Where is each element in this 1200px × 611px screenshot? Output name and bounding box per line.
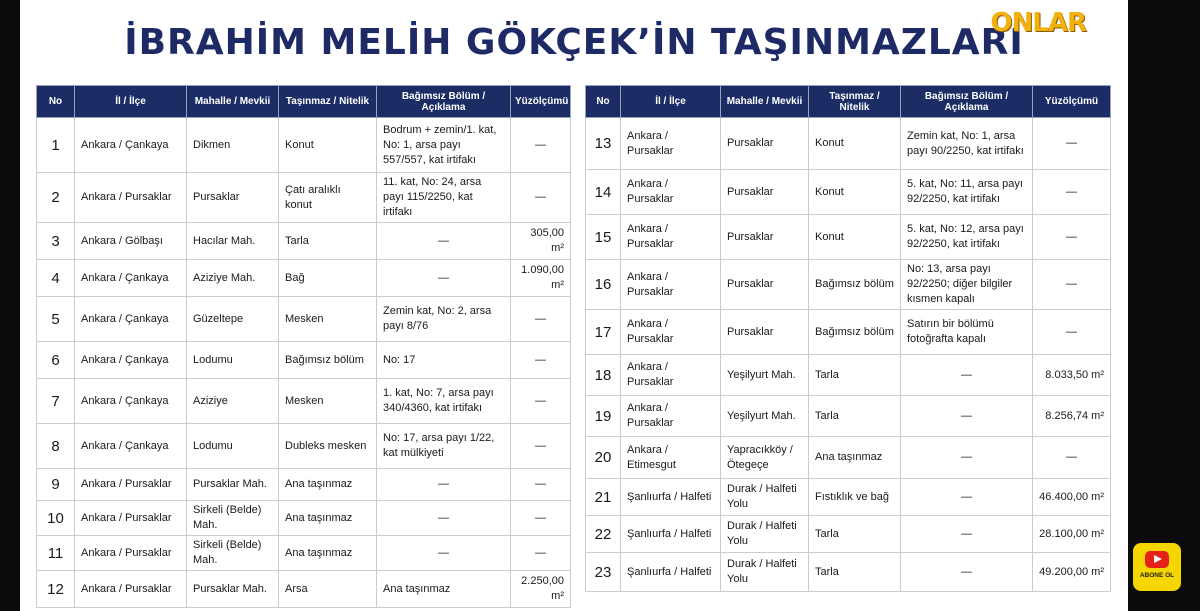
table-row	[586, 396, 1111, 437]
property-table-right	[585, 85, 1111, 592]
table-row	[37, 173, 571, 223]
cell-aciklama: No: 17	[377, 342, 511, 379]
cell-aciklama: 11. kat, No: 24, arsa payı 115/2250, kat irtifakı	[377, 173, 511, 223]
cell-aciklama: —	[377, 536, 511, 571]
header-il-ilce: İl / İlçe	[75, 86, 187, 118]
cell-no: 9	[37, 469, 75, 501]
cell-il-ilce: Ankara / Çankaya	[75, 260, 187, 297]
cell-nitelik: Ana taşınmaz	[279, 469, 377, 501]
header-yuzolcumu: Yüzölçümü	[1033, 86, 1111, 118]
table-row	[37, 342, 571, 379]
cell-il-ilce: Ankara / Pursaklar	[621, 118, 721, 170]
cell-mahalle: Sirkeli (Belde) Mah.	[187, 536, 279, 571]
cell-no: 6	[37, 342, 75, 379]
table-row	[586, 310, 1111, 355]
table-row	[586, 516, 1111, 553]
table-row	[37, 536, 571, 571]
cell-aciklama: No: 17, arsa payı 1/22, kat mülkiyeti	[377, 424, 511, 469]
cell-aciklama: —	[901, 553, 1033, 592]
table-header-row	[586, 86, 1111, 118]
subscribe-label: ABONE OL	[1139, 572, 1175, 579]
cell-yuzolcumu: —	[511, 501, 571, 536]
header-mahalle: Mahalle / Mevkii	[721, 86, 809, 118]
cell-aciklama: Zemin kat, No: 1, arsa payı 90/2250, kat irtifakı	[901, 118, 1033, 170]
cell-yuzolcumu: 1.090,00 m²	[511, 260, 571, 297]
header-aciklama: Bağımsız Bölüm / Açıklama	[377, 86, 511, 118]
cell-mahalle: Durak / Halfeti Yolu	[721, 553, 809, 592]
header-no: No	[37, 86, 75, 118]
cell-il-ilce: Ankara / Çankaya	[75, 424, 187, 469]
table-row	[37, 379, 571, 424]
cell-nitelik: Bağımsız bölüm	[279, 342, 377, 379]
cell-no: 11	[37, 536, 75, 571]
cell-yuzolcumu: 8.033,50 m²	[1033, 355, 1111, 396]
cell-yuzolcumu: 28.100,00 m²	[1033, 516, 1111, 553]
cell-no: 20	[586, 437, 621, 479]
cell-il-ilce: Ankara / Çankaya	[75, 297, 187, 342]
cell-nitelik: Bağ	[279, 260, 377, 297]
cell-nitelik: Konut	[809, 215, 901, 260]
cell-no: 3	[37, 223, 75, 260]
cell-il-ilce: Şanlıurfa / Halfeti	[621, 553, 721, 592]
table-row	[586, 355, 1111, 396]
cell-no: 4	[37, 260, 75, 297]
cell-il-ilce: Ankara / Pursaklar	[621, 170, 721, 215]
table-row	[586, 260, 1111, 310]
cell-aciklama: —	[901, 479, 1033, 516]
cell-no: 7	[37, 379, 75, 424]
cell-yuzolcumu: —	[1033, 170, 1111, 215]
cell-yuzolcumu: —	[511, 118, 571, 173]
header-mahalle: Mahalle / Mevkii	[187, 86, 279, 118]
cell-mahalle: Pursaklar	[187, 173, 279, 223]
cell-no: 13	[586, 118, 621, 170]
cell-yuzolcumu: —	[1033, 437, 1111, 479]
cell-aciklama: —	[901, 396, 1033, 437]
cell-nitelik: Tarla	[809, 396, 901, 437]
cell-aciklama: Bodrum + zemin/1. kat, No: 1, arsa payı 557/557, kat irtifakı	[377, 118, 511, 173]
cell-aciklama: 1. kat, No: 7, arsa payı 340/4360, kat irtifakı	[377, 379, 511, 424]
cell-il-ilce: Ankara / Pursaklar	[621, 396, 721, 437]
cell-no: 8	[37, 424, 75, 469]
cell-mahalle: Dikmen	[187, 118, 279, 173]
cell-mahalle: Pursaklar	[721, 170, 809, 215]
cell-il-ilce: Ankara / Pursaklar	[621, 215, 721, 260]
cell-il-ilce: Ankara / Pursaklar	[75, 571, 187, 608]
cell-no: 15	[586, 215, 621, 260]
cell-aciklama: 5. kat, No: 11, arsa payı 92/2250, kat irtifakı	[901, 170, 1033, 215]
cell-no: 10	[37, 501, 75, 536]
cell-il-ilce: Ankara / Çankaya	[75, 342, 187, 379]
cell-il-ilce: Ankara / Pursaklar	[621, 260, 721, 310]
cell-nitelik: Konut	[279, 118, 377, 173]
cell-mahalle: Pursaklar	[721, 118, 809, 170]
header-il-ilce: İl / İlçe	[621, 86, 721, 118]
youtube-play-icon	[1145, 551, 1169, 568]
property-table-left	[36, 85, 571, 608]
cell-mahalle: Hacılar Mah.	[187, 223, 279, 260]
cell-yuzolcumu: —	[1033, 118, 1111, 170]
cell-aciklama: No: 13, arsa payı 92/2250; diğer bilgiler kısmen kapalı	[901, 260, 1033, 310]
cell-no: 12	[37, 571, 75, 608]
cell-mahalle: Sirkeli (Belde) Mah.	[187, 501, 279, 536]
cell-no: 5	[37, 297, 75, 342]
cell-nitelik: Bağımsız bölüm	[809, 310, 901, 355]
cell-nitelik: Mesken	[279, 379, 377, 424]
header-yuzolcumu: Yüzölçümü	[511, 86, 571, 118]
cell-yuzolcumu: —	[511, 173, 571, 223]
cell-aciklama: Ana taşınmaz	[377, 571, 511, 608]
cell-il-ilce: Ankara / Pursaklar	[621, 355, 721, 396]
cell-il-ilce: Ankara / Gölbaşı	[75, 223, 187, 260]
cell-il-ilce: Şanlıurfa / Halfeti	[621, 516, 721, 553]
cell-aciklama: 5. kat, No: 12, arsa payı 92/2250, kat irtifakı	[901, 215, 1033, 260]
cell-mahalle: Güzeltepe	[187, 297, 279, 342]
table-row	[37, 223, 571, 260]
cell-mahalle: Pursaklar	[721, 215, 809, 260]
cell-il-ilce: Ankara / Pursaklar	[75, 469, 187, 501]
table-row	[37, 260, 571, 297]
cell-mahalle: Yapracıkköy / Ötegeçe	[721, 437, 809, 479]
cell-il-ilce: Ankara / Çankaya	[75, 379, 187, 424]
page-title: İBRAHİM MELİH GÖKÇEK’İN TAŞINMAZLARI	[124, 22, 1024, 63]
cell-yuzolcumu: 49.200,00 m²	[1033, 553, 1111, 592]
cell-no: 14	[586, 170, 621, 215]
cell-no: 17	[586, 310, 621, 355]
cell-nitelik: Tarla	[809, 516, 901, 553]
cell-nitelik: Ana taşınmaz	[809, 437, 901, 479]
cell-nitelik: Bağımsız bölüm	[809, 260, 901, 310]
cell-no: 21	[586, 479, 621, 516]
cell-aciklama: —	[901, 516, 1033, 553]
table-body-right	[586, 118, 1111, 592]
header-aciklama: Bağımsız Bölüm / Açıklama	[901, 86, 1033, 118]
cell-yuzolcumu: —	[511, 379, 571, 424]
cell-mahalle: Yeşilyurt Mah.	[721, 355, 809, 396]
cell-nitelik: Fıstıklık ve bağ	[809, 479, 901, 516]
cell-yuzolcumu: —	[511, 469, 571, 501]
subscribe-button[interactable]	[1133, 543, 1181, 591]
cell-yuzolcumu: —	[511, 424, 571, 469]
cell-aciklama: —	[901, 355, 1033, 396]
cell-nitelik: Ana taşınmaz	[279, 536, 377, 571]
cell-yuzolcumu: 305,00 m²	[511, 223, 571, 260]
cell-no: 1	[37, 118, 75, 173]
cell-il-ilce: Ankara / Pursaklar	[75, 173, 187, 223]
cell-nitelik: Çatı aralıklı konut	[279, 173, 377, 223]
cell-yuzolcumu: —	[511, 342, 571, 379]
cell-yuzolcumu: —	[511, 536, 571, 571]
table-row	[586, 553, 1111, 592]
table-body-left	[37, 118, 571, 608]
cell-nitelik: Konut	[809, 170, 901, 215]
cell-mahalle: Durak / Halfeti Yolu	[721, 479, 809, 516]
cell-nitelik: Arsa	[279, 571, 377, 608]
cell-no: 2	[37, 173, 75, 223]
cell-mahalle: Pursaklar	[721, 260, 809, 310]
cell-nitelik: Konut	[809, 118, 901, 170]
table-row	[37, 297, 571, 342]
table-row	[37, 424, 571, 469]
channel-logo: ONLAR	[990, 8, 1086, 38]
cell-nitelik: Tarla	[279, 223, 377, 260]
cell-aciklama: Zemin kat, No: 2, arsa payı 8/76	[377, 297, 511, 342]
cell-nitelik: Dubleks mesken	[279, 424, 377, 469]
cell-no: 16	[586, 260, 621, 310]
cell-aciklama: —	[901, 437, 1033, 479]
header-nitelik: Taşınmaz / Nitelik	[809, 86, 901, 118]
cell-aciklama: —	[377, 469, 511, 501]
cell-mahalle: Durak / Halfeti Yolu	[721, 516, 809, 553]
table-header-row	[37, 86, 571, 118]
cell-no: 19	[586, 396, 621, 437]
table-row	[586, 215, 1111, 260]
cell-nitelik: Ana taşınmaz	[279, 501, 377, 536]
cell-yuzolcumu: 8.256,74 m²	[1033, 396, 1111, 437]
cell-yuzolcumu: 2.250,00 m²	[511, 571, 571, 608]
table-row	[37, 469, 571, 501]
cell-mahalle: Pursaklar Mah.	[187, 469, 279, 501]
cell-il-ilce: Ankara / Pursaklar	[75, 536, 187, 571]
table-row	[37, 118, 571, 173]
cell-aciklama: Satırın bir bölümü fotoğrafta kapalı	[901, 310, 1033, 355]
document-page	[20, 0, 1128, 611]
cell-yuzolcumu: —	[1033, 260, 1111, 310]
cell-mahalle: Lodumu	[187, 424, 279, 469]
header-no: No	[586, 86, 621, 118]
cell-nitelik: Mesken	[279, 297, 377, 342]
table-row	[37, 501, 571, 536]
cell-mahalle: Pursaklar Mah.	[187, 571, 279, 608]
cell-mahalle: Lodumu	[187, 342, 279, 379]
cell-aciklama: —	[377, 501, 511, 536]
header-nitelik: Taşınmaz / Nitelik	[279, 86, 377, 118]
cell-mahalle: Pursaklar	[721, 310, 809, 355]
table-row	[586, 118, 1111, 170]
cell-il-ilce: Ankara / Pursaklar	[75, 501, 187, 536]
cell-yuzolcumu: —	[1033, 215, 1111, 260]
cell-il-ilce: Ankara / Pursaklar	[621, 310, 721, 355]
table-row	[586, 437, 1111, 479]
cell-mahalle: Aziziye	[187, 379, 279, 424]
cell-aciklama: —	[377, 260, 511, 297]
cell-yuzolcumu: 46.400,00 m²	[1033, 479, 1111, 516]
table-row	[37, 571, 571, 608]
cell-yuzolcumu: —	[1033, 310, 1111, 355]
cell-il-ilce: Ankara / Etimesgut	[621, 437, 721, 479]
cell-il-ilce: Şanlıurfa / Halfeti	[621, 479, 721, 516]
cell-aciklama: —	[377, 223, 511, 260]
cell-mahalle: Aziziye Mah.	[187, 260, 279, 297]
cell-no: 22	[586, 516, 621, 553]
cell-no: 18	[586, 355, 621, 396]
cell-mahalle: Yeşilyurt Mah.	[721, 396, 809, 437]
table-row	[586, 479, 1111, 516]
cell-yuzolcumu: —	[511, 297, 571, 342]
cell-nitelik: Tarla	[809, 553, 901, 592]
cell-il-ilce: Ankara / Çankaya	[75, 118, 187, 173]
table-row	[586, 170, 1111, 215]
cell-no: 23	[586, 553, 621, 592]
cell-nitelik: Tarla	[809, 355, 901, 396]
